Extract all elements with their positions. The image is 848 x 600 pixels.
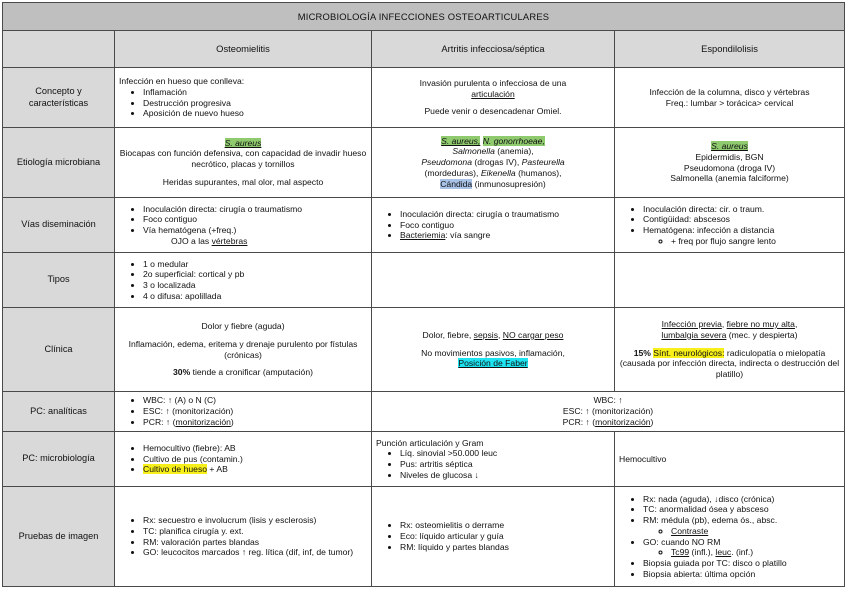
list-item: • Líq. sinovial >50.000 leuc: [400, 448, 610, 459]
highlighted-organism: Cándida: [440, 178, 473, 189]
list-item: • Inflamación: [143, 87, 367, 98]
cell-vias-osteo: • Inoculación directa: cirugía o traumatismo • Foco contiguo • Vía hematógena (+freq.) OJO a las vértebras: [115, 198, 372, 253]
list-item: • PCR: ↑ (monitorización): [143, 417, 367, 428]
underlined-text: Bacteriemia: [400, 230, 446, 241]
row-label-analiticas: PC: analíticas: [3, 392, 115, 432]
row-label-imagen: Pruebas de imagen: [3, 487, 115, 587]
cell-tipos-espondilo-empty: [615, 253, 845, 308]
cell-concepto-espondilo: [615, 68, 845, 128]
cell-analiticas-osteo: [115, 392, 372, 432]
sub-bullet-list: [643, 547, 840, 558]
cell-vias-artritis: [372, 198, 615, 253]
bullet-list: [119, 515, 367, 558]
cell-text: Pseudomona (droga IV): [683, 162, 776, 173]
cell-micro-osteo: [115, 432, 372, 487]
list-item: • Inoculación directa: cir. o traum.: [643, 204, 840, 215]
table-row: [3, 432, 845, 487]
list-item: • Hematógena: infección a distancia ◦ + freq por flujo sangre lento: [643, 225, 840, 246]
list-item: • 2o superficial: cortical y pb: [143, 269, 367, 280]
underlined-text: lumbalgia severa: [661, 329, 727, 340]
cell-text: Punción articulación y Gram: [376, 437, 484, 448]
list-item: • RM: líquido y partes blandas: [400, 542, 610, 553]
bullet-list: [619, 204, 840, 247]
cell-etiologia-espondilo: [615, 128, 845, 198]
list-item: • 4 o difusa: apolillada: [143, 291, 367, 302]
list-item: • RM: valoración partes blandas: [143, 537, 367, 548]
underlined-text: Tc99: [671, 547, 690, 558]
underlined-text: articulación: [471, 88, 515, 99]
underlined-text: leuc: [715, 547, 732, 558]
highlighted-text: Sínt. neurológicos:: [653, 347, 725, 358]
table-row: [3, 198, 845, 253]
cell-imagen-espondilo: [615, 487, 845, 587]
table-row: [3, 308, 845, 392]
cell-micro-espondilo: Hemocultivo: [615, 432, 845, 487]
cell-text: No movimientos pasivos, inflamación,: [421, 347, 565, 358]
cell-concepto-artritis: [372, 68, 615, 128]
cell-etiologia-osteo: [115, 128, 372, 198]
list-item: • Niveles de glucosa ↓: [400, 470, 610, 481]
bullet-list: [619, 494, 840, 580]
cell-text: Epidermidis, BGN: [695, 151, 764, 162]
cell-text: Invasión purulenta o infecciosa de una: [419, 77, 567, 88]
bullet-list: [119, 443, 367, 475]
list-item: • Inoculación directa: cirugía o traumatismo: [143, 204, 367, 215]
cell-clinica-osteo: Dolor y fiebre (aguda) Inflamación, edema, eritema y drenaje purulento por fístulas (crónicas) 30% tiende a cronificar (amputación): [115, 308, 372, 392]
list-item: • Aposición de nuevo hueso: [143, 108, 367, 119]
cell-micro-artritis: [372, 432, 615, 487]
row-label-vias: Vías diseminación: [3, 198, 115, 253]
bullet-list: [376, 520, 610, 552]
bullet-list: [119, 395, 367, 427]
cell-tipos-osteo: [115, 253, 372, 308]
cell-text: WBC: ↑: [593, 395, 623, 406]
list-item: [671, 526, 840, 537]
underlined-text: sepsis: [473, 329, 498, 340]
cell-text: Infección en hueso que conlleva:: [119, 76, 245, 87]
row-label-tipos: Tipos: [3, 253, 115, 308]
cell-concepto-osteo: [115, 68, 372, 128]
sub-bullet-list: [643, 236, 840, 247]
bullet-list: [119, 204, 367, 236]
cell-clinica-espondilo: Infección previa, fiebre no muy alta, lumbalgia severa (mec. y despierta) 15% Sínt. neurológicos: radiculopatía o mielopatía (causada por infección directa, indirecta o destrucción del platillo): [615, 308, 845, 392]
row-label-etiologia: Etiología microbiana: [3, 128, 115, 198]
highlighted-organism: S. aureus: [224, 137, 262, 148]
list-item: • Rx: nada (aguda), ↓disco (crónica): [643, 494, 840, 505]
list-item: • Foco contiguo: [400, 220, 610, 231]
list-item: • Cultivo de hueso + AB: [143, 464, 367, 475]
cell-clinica-artritis: Dolor, fiebre, sepsis, NO cargar peso No movimientos pasivos, inflamación, Posición de Faber: [372, 308, 615, 392]
cell-text: Heridas supurantes, mal olor, mal aspecto: [162, 176, 324, 187]
list-item: ◦ + freq por flujo sangre lento: [671, 236, 840, 247]
corner-cell: [3, 31, 115, 68]
column-header-espondilolisis: Espondilolisis: [615, 31, 845, 68]
bullet-list: [376, 448, 610, 480]
column-header-osteomielitis: Osteomielitis: [115, 31, 372, 68]
list-item: • RM: médula (pb), edema ós., absc. ◦ Contraste: [643, 515, 840, 536]
cell-imagen-artritis: [372, 487, 615, 587]
cell-vias-espondilo: [615, 198, 845, 253]
highlighted-text: Cultivo de hueso: [143, 464, 208, 475]
list-item: • Biopsia guiada por TC: disco o platillo: [643, 558, 840, 569]
list-item: • Destrucción progresiva: [143, 98, 367, 109]
list-item: • Contigüidad: abscesos: [643, 214, 840, 225]
bullet-list: [119, 87, 367, 119]
bullet-list: [376, 209, 610, 241]
list-item: • Pus: artritis séptica: [400, 459, 610, 470]
list-item: • Rx: secuestro e involucrum (lisis y esclerosis): [143, 515, 367, 526]
list-item: • WBC: ↑ (A) o N (C): [143, 395, 367, 406]
list-item: • 1 o medular: [143, 259, 367, 270]
list-item: • GO: cuando NO RM ◦ Tc99 (infl.), leuc. (inf.): [643, 537, 840, 558]
list-item: • Vía hematógena (+freq.): [143, 225, 367, 236]
sub-bullet-list: [643, 526, 840, 537]
highlighted-organism: N. gonorrhoeae,: [482, 135, 545, 146]
underlined-text: Infección previa: [661, 319, 722, 330]
list-item: • TC: planifica cirugía y. ext.: [143, 526, 367, 537]
cell-text: Freq.: lumbar > torácica> cervical: [665, 97, 794, 108]
list-item: • Inoculación directa: cirugía o traumatismo: [400, 209, 610, 220]
cell-text: Salmonella (anemia falciforme): [670, 173, 789, 184]
underlined-text: Contraste: [671, 525, 709, 536]
cell-text: Infección de la columna, disco y vértebras: [649, 86, 810, 97]
list-item: • Foco contiguo: [143, 214, 367, 225]
underlined-text: NO cargar peso: [502, 329, 564, 340]
table-row: [3, 253, 845, 308]
cell-etiologia-artritis: S. aureus, N. gonorrhoeae, Salmonella (anemia), Pseudomona (drogas IV), Pasteurella (mordeduras), Eikenella (humanos), Cándida (inmunosupresión): [372, 128, 615, 198]
osteoarticular-infections-table: [2, 2, 845, 587]
list-item: • Bacteriemia: vía sangre: [400, 230, 610, 241]
list-item: ◦ Tc99 (infl.), leuc. (inf.): [671, 547, 840, 558]
cell-text: Biocapas con función defensiva, con capacidad de invadir hueso necrótico, placas y tornillos: [119, 148, 367, 169]
cell-analiticas-merged: WBC: ↑ ESC: ↑ (monitorización) PCR: ↑ (monitorización): [372, 392, 845, 432]
list-item: • Rx: osteomielitis o derrame: [400, 520, 610, 531]
list-item: • 3 o localizada: [143, 280, 367, 291]
list-item: • Hemocultivo (fiebre): AB: [143, 443, 367, 454]
table-row: [3, 487, 845, 587]
underlined-text: monitorización: [595, 416, 651, 427]
table-title: MICROBIOLOGÍA INFECCIONES OSTEOARTICULARES: [3, 3, 845, 31]
cell-text: Puede venir o desencadenar Omiel.: [424, 106, 562, 117]
highlighted-organism: S. aureus: [711, 141, 748, 152]
underlined-text: vértebras: [211, 235, 248, 246]
list-item: • GO: leucocitos marcados ↑ reg. lítica (dif, inf, de tumor): [143, 547, 367, 558]
highlighted-text: Posición de Faber: [458, 358, 528, 369]
table-row: [3, 68, 845, 128]
list-item: • Eco: líquido articular y guía: [400, 531, 610, 542]
cell-text: Inflamación, edema, eritema y drenaje purulento por fístulas (crónicas): [128, 338, 358, 360]
list-item: • Cultivo de pus (contamin.): [143, 454, 367, 465]
list-item: • Biopsia abierta: última opción: [643, 569, 840, 580]
bullet-list: [119, 259, 367, 302]
table-row: [3, 392, 845, 432]
highlighted-organism: S. aureus,: [441, 135, 481, 146]
row-label-clinica: Clínica: [3, 308, 115, 392]
row-label-microbiologia: PC: microbiología: [3, 432, 115, 487]
cell-tipos-artritis-empty: [372, 253, 615, 308]
cell-text: Dolor y fiebre (aguda): [201, 321, 285, 332]
row-label-concepto: Concepto y características: [3, 68, 115, 128]
cell-text: ESC: ↑ (monitorización): [562, 406, 654, 417]
underlined-text: monitorización: [175, 416, 231, 427]
list-item: • TC: anormalidad ósea y absceso: [643, 504, 840, 515]
column-header-artritis: Artritis infecciosa/séptica: [372, 31, 615, 68]
list-item: • ESC: ↑ (monitorización): [143, 406, 367, 417]
cell-imagen-osteo: [115, 487, 372, 587]
underlined-text: fiebre no muy alta: [726, 319, 795, 330]
table-row: [3, 128, 845, 198]
